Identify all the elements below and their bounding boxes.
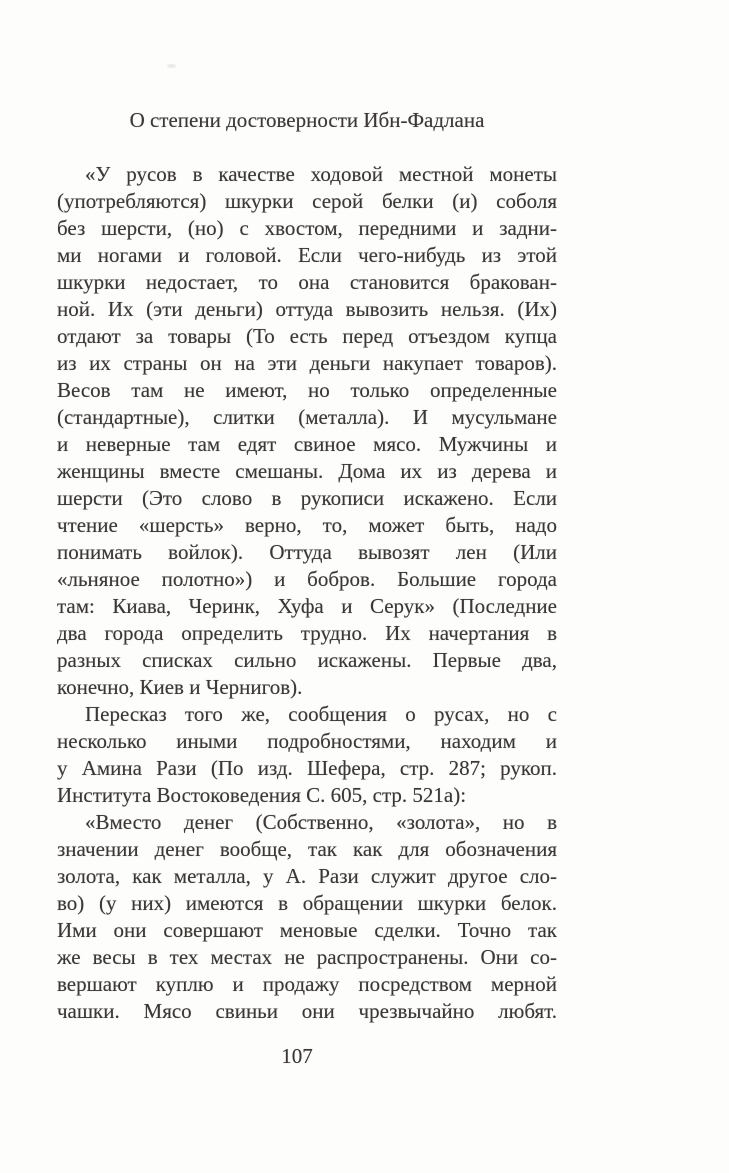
text-line: ной. Их (эти деньги) оттуда вывозить нельзя. (Их) [57, 297, 557, 321]
text-line: шерсти (Это слово в рукописи искажено. Если [57, 486, 557, 510]
paragraph [57, 701, 557, 809]
text-line: же весы в тех местах не распространены. Они со- [57, 945, 557, 969]
page-number: 107 [281, 1044, 313, 1068]
scan-speck [167, 64, 176, 68]
paragraph [57, 161, 557, 701]
text-line: разных списках сильно искажены. Первые два, [57, 648, 557, 672]
text-line: у Амина Рази (По изд. Шефера, стр. 287; рукоп. [57, 756, 557, 780]
text-line: (стандартные), слитки (металла). И мусульмане [57, 405, 557, 429]
text-line: вершают куплю и продажу посредством мерной [57, 972, 557, 996]
text-line: чашки. Мясо свиньи они чрезвычайно любят. [57, 999, 557, 1023]
text-line: Весов там не имеют, но только определенные [57, 378, 557, 402]
text-line: отдают за товары (То есть перед отъездом купца [57, 324, 557, 348]
text-line: чтение «шерсть» верно, то, может быть, надо [57, 513, 557, 537]
text-line: из их страны он на эти деньги накупает товаров). [57, 351, 557, 375]
text-line: Пересказ того же, сообщения о русах, но с [85, 702, 557, 726]
text-line: Ими они совершают меновые сделки. Точно так [57, 918, 557, 942]
running-head: О степени достоверности Ибн-Фадлана [129, 108, 485, 132]
text-line: без шерсти, (но) с хвостом, передними и задни- [57, 216, 557, 240]
text-line: «Вместо денег (Собственно, «золота», но в [85, 810, 557, 834]
text-line: (употребляются) шкурки серой белки (и) соболя [57, 189, 557, 213]
text-line: шкурки недостает, то она становится бракован- [57, 270, 557, 294]
body-text [57, 161, 557, 1025]
text-line: и неверные там едят свиное мясо. Мужчины и [57, 432, 557, 456]
text-line: золота, как металла, у А. Рази служит другое сло- [57, 864, 557, 888]
text-line: понимать войлок). Оттуда вывозят лен (Или [57, 540, 557, 564]
text-line: «У русов в качестве ходовой местной монеты [85, 162, 557, 186]
paragraph [57, 809, 557, 1025]
text-line: «льняное полотно») и бобров. Большие города [57, 567, 557, 591]
text-line: ми ногами и головой. Если чего-нибудь из этой [57, 243, 557, 267]
text-line: женщины вместе смешаны. Дома их из дерева и [57, 459, 557, 483]
text-line: несколько иными подробностями, находим и [57, 729, 557, 753]
text-line: во) (у них) имеются в обращении шкурки белок. [57, 891, 557, 915]
text-line: значении денег вообще, так как для обозначения [57, 837, 557, 861]
text-line: Института Востоковедения С. 605, стр. 521а): [57, 783, 467, 807]
text-line: конечно, Киев и Чернигов). [57, 675, 303, 699]
text-line: два города определить трудно. Их начертания в [57, 621, 557, 645]
text-line: там: Киава, Черинк, Хуфа и Серук» (Последние [57, 594, 557, 618]
